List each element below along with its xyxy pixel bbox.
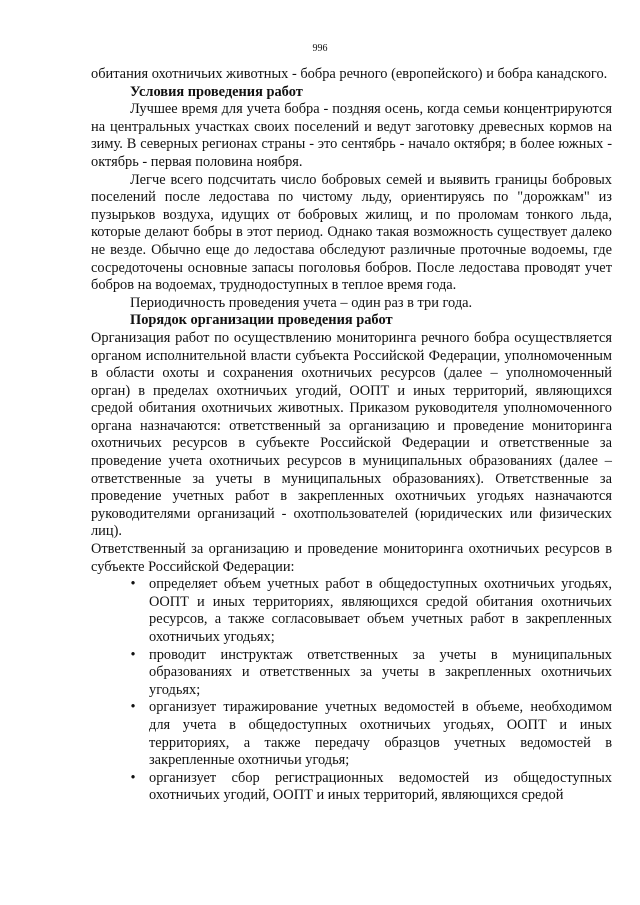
heading-procedure: Порядок организации проведения работ xyxy=(130,312,393,329)
paragraph-organization: Организация работ по осуществлению мониторинга речного бобра осуществляется органом исполнительной власти субъекта Российской Федерации, уполномоченным в области охоты и сохранения охотничьих ресурсов (далее – уполномоченный орган) в пределах охотничьих угодий, ООПТ и иных территорий, являющихся средой обитания охотничьих животных. Приказом руководителя уполномоченного органа назначаются: ответственный за организацию и проведение мониторинга охотничьих ресурсов в субъекте Российской Федерации и ответственные за проведение учета охотничьих ресурсов в муниципальных образованиях (далее – ответственные за учеты в муниципальных образованиях). Ответственные за проведение учетных работ в закрепленных охотничьих угодьях назначаются руководителями организаций - охотпользователей (юридических или физических лиц). xyxy=(91,329,612,540)
bullet-icon: • xyxy=(130,769,136,786)
list-item xyxy=(130,576,612,646)
paragraph-intro: обитания охотничьих животных - бобра речного (европейского) и бобра канадского. xyxy=(91,66,608,82)
paragraph-best-time: Лучшее время для учета бобра - поздняя осень, когда семьи концентрируются на центральных участках своих поселений и ведут заготовку древесных кормов на зиму. В северных регионах страны - это сентябрь - начало октября; в более южных - октябрь - первая половина ноября. xyxy=(91,101,612,170)
list-item-text: организует тиражирование учетных ведомостей в объеме, необходимом для учета в общедоступных охотничьих угодьях, ООПТ и иных территориях, а также передачу образцов учетных ведомостей в закрепленные охотничьи угодья; xyxy=(149,699,612,769)
bullet-icon: • xyxy=(130,646,136,663)
responsibilities-list xyxy=(91,576,612,805)
list-item-text: проводит инструктаж ответственных за учеты в муниципальных образованиях и ответственных за учеты в закрепленных охотничьих угодьях; xyxy=(149,646,612,698)
list-item xyxy=(130,699,612,769)
paragraph-responsible: Ответственный за организацию и проведение мониторинга охотничьих ресурсов в субъекте Российской Федерации: xyxy=(91,541,612,575)
page-body xyxy=(91,66,612,805)
list-item-text: определяет объем учетных работ в общедоступных охотничьих угодьях, ООПТ и иных территориях, являющихся средой обитания охотничьих ресурсов, а также согласовывает объем учетных работ в закрепленных охотничьих угодьях; xyxy=(149,576,612,645)
list-item xyxy=(130,769,612,805)
list-item xyxy=(130,646,612,700)
bullet-icon: • xyxy=(130,576,136,593)
list-item-text: организует сбор регистрационных ведомостей из общедоступных охотничьих угодий, ООПТ и иных территорий, являющихся средой xyxy=(149,769,612,804)
heading-conditions: Условия проведения работ xyxy=(130,83,303,100)
page-number: 996 xyxy=(312,43,328,54)
bullet-icon: • xyxy=(130,699,136,716)
paragraph-easier-count: Легче всего подсчитать число бобровых семей и выявить границы бобровых поселений после ледостава по чистому льду, ориентируясь по "дорожкам" из пузырьков воздуха, идущих от бобровых жилищ, и по проломам тонкого льда, которые делают бобры в этот период. Однако такая возможность существует далеко не везде. Обычно еще до ледостава обследуют различные проточные водоемы, где сосредоточены основные запасы поголовья бобров. После ледостава проводят учет бобров на водоемах, труднодоступных в теплое время года. xyxy=(91,171,612,294)
paragraph-periodicity: Периодичность проведения учета – один раз в три года. xyxy=(130,294,473,311)
